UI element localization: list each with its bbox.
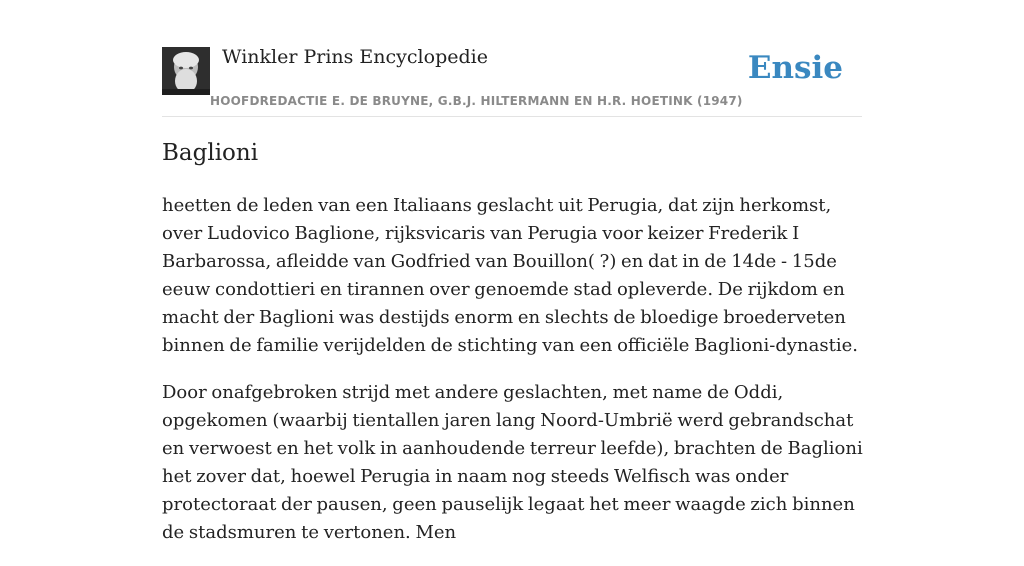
paragraph: Door onafgebroken strijd met andere geslachten, met name de Oddi, opgekomen (waarbij tientallen jaren lang Noord-Umbrië werd gebrandschat en verwoest en het volk in aanhoudende terreur leefde), brachten de Baglioni het zover dat, hoewel Perugia in naam nog steeds Welfisch was onder protectoraat der pausen, geen pauselijk legaat het meer waagde zich binnen de stadsmuren te vertonen. Men [162,382,863,543]
encyclopedia-title[interactable]: Winkler Prins Encyclopedie [222,46,488,68]
entry-body [162,192,866,566]
portrait-icon [162,47,210,95]
brand-logo[interactable]: Ensie [747,50,843,86]
entry-title: Baglioni [162,140,259,166]
editors-line: HOOFDREDACTIE E. DE BRUYNE, G.B.J. HILTERMANN EN H.R. HOETINK (1947) [210,94,743,108]
paragraph: heetten de leden van een Italiaans geslacht uit Perugia, dat zijn herkomst, over Ludovico Baglione, rijksvicaris van Perugia voor keizer Frederik I Barbarossa, afleidde van Godfried van Bouillon( ?) en dat in de 14de - 15de eeuw condottieri en tirannen over genoemde stad opleverde. De rijkdom en macht der Baglioni was destijds enorm en slechts de bloedige broederveten binnen de familie verijdelden de stichting van een officiële Baglioni-dynastie. [162,195,858,356]
author-avatar [162,47,210,95]
header [162,40,862,117]
